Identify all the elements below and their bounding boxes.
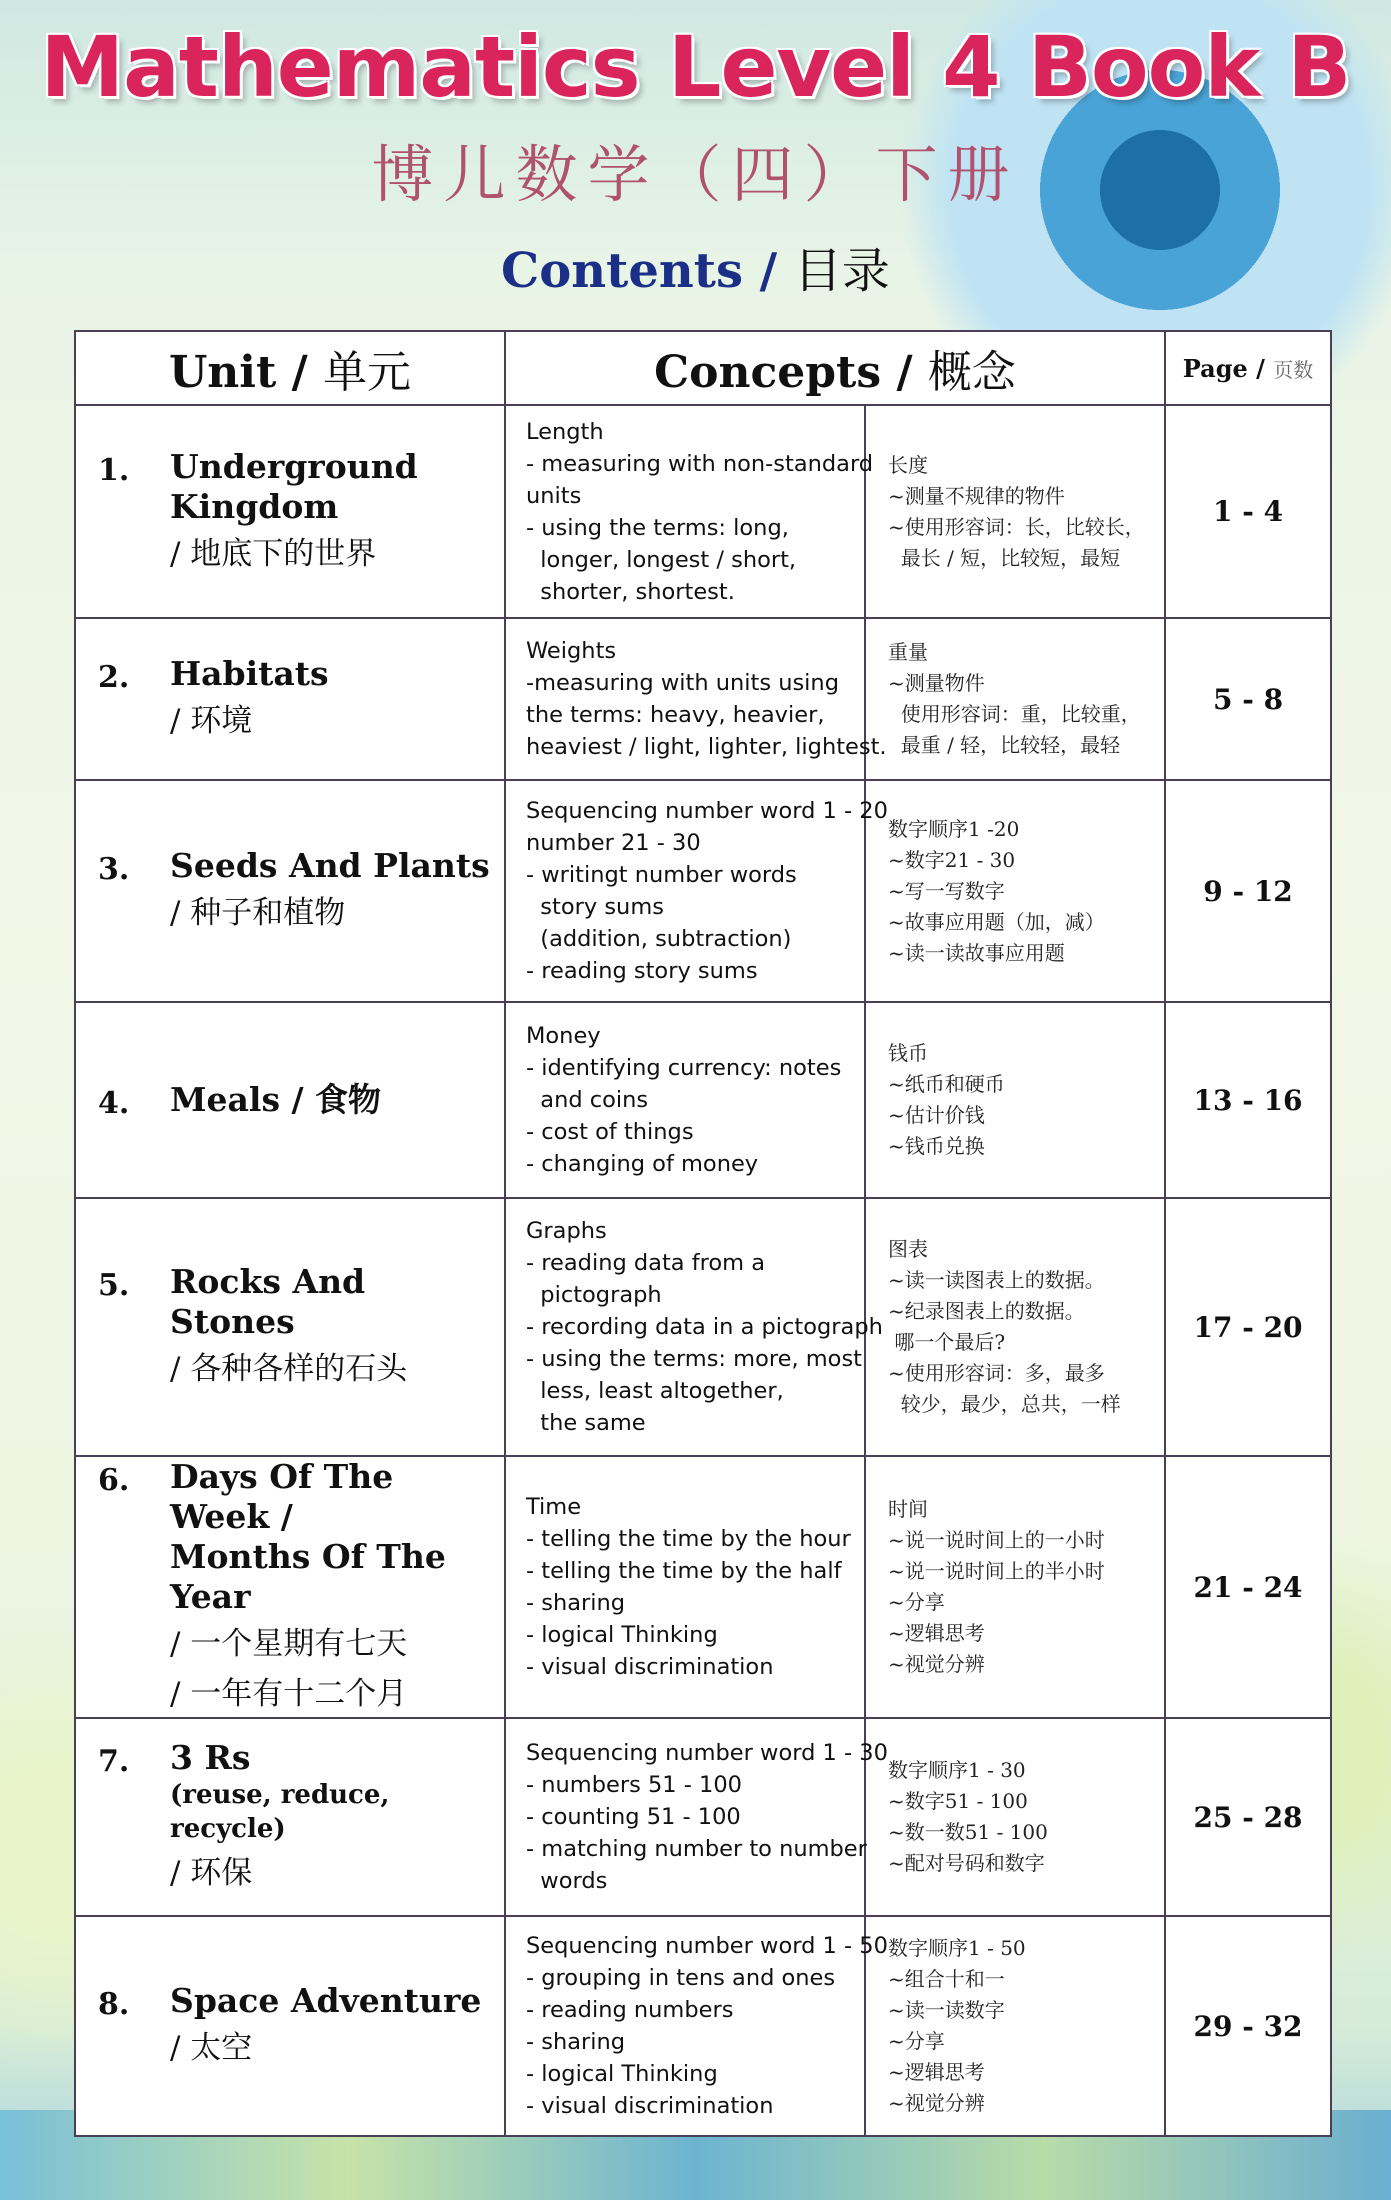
concept-line-cn: 数字顺序1 -20 xyxy=(888,816,1020,841)
concepts-header-en: Concepts xyxy=(654,347,882,398)
concept-line-cn: 较少，最少，总共，一样 xyxy=(888,1392,1121,1416)
concept-line-cn: 重量 xyxy=(888,640,928,664)
page-header-cn: 页数 xyxy=(1273,357,1314,382)
unit-text xyxy=(170,1262,496,1392)
unit-wrap xyxy=(98,654,496,744)
concept-line-cn: 最长 / 短，比较短，最短 xyxy=(888,545,1121,570)
concepts-cn-cell xyxy=(865,1718,1165,1916)
page-range: 21 - 24 xyxy=(1165,1456,1331,1718)
concept-line-cn: ~视觉分辨 xyxy=(888,1652,985,1676)
unit-cell xyxy=(75,1002,505,1198)
concept-line: longer, longest / short, xyxy=(526,546,797,573)
concept-line: - measuring with non-standard xyxy=(526,450,874,477)
unit-title-en: Days Of The Week / xyxy=(170,1457,394,1536)
concept-line-cn: 钱币 xyxy=(888,1041,928,1065)
concepts-cn-cell xyxy=(865,1002,1165,1198)
contents-heading-en: Contents xyxy=(501,243,743,299)
unit-title-en: Months Of The Year xyxy=(170,1537,446,1616)
unit-title-cn: / 环境 xyxy=(170,703,253,739)
concept-line: - grouping in tens and ones xyxy=(526,1965,836,1991)
concept-line-cn: ~使用形容词：长，比较长， xyxy=(888,514,1145,539)
concept-line: - matching number to number xyxy=(526,1836,867,1862)
unit-title-en: Space Adventure xyxy=(170,1981,482,2020)
unit-text xyxy=(170,1457,496,1717)
concepts-cn-cell xyxy=(865,1456,1165,1718)
table-row xyxy=(75,780,1331,1002)
concept-line: - reading data from a xyxy=(526,1250,766,1276)
unit-wrap xyxy=(98,447,496,577)
concept-line: pictograph xyxy=(526,1282,662,1308)
table-header-row xyxy=(75,331,1331,405)
contents-heading xyxy=(0,232,1391,301)
unit-number: 6. xyxy=(98,1463,130,1498)
unit-wrap xyxy=(98,1457,496,1717)
unit-title-cn: / 环保 xyxy=(170,1855,253,1891)
concepts-en-cell xyxy=(505,1456,865,1718)
concept-line: the terms: heavy, heavier, xyxy=(526,702,825,728)
concepts-cn-cell xyxy=(865,1198,1165,1456)
concept-line-cn: ~说一说时间上的半小时 xyxy=(888,1559,1105,1583)
contents-heading-sep: / xyxy=(742,243,794,299)
unit-title-cn: / 一个星期有七天 xyxy=(170,1626,408,1662)
concept-line: - using the terms: long, xyxy=(526,514,789,541)
concept-line: - visual discrimination xyxy=(526,2093,774,2119)
concept-line-cn: ~配对号码和数字 xyxy=(888,1851,1045,1875)
unit-title-cn: / 各种各样的石头 xyxy=(170,1351,408,1387)
unit-cell xyxy=(75,1916,505,2136)
unit-number: 5. xyxy=(98,1268,130,1303)
table-row xyxy=(75,1198,1331,1456)
concept-line-cn: ~分享 xyxy=(888,2029,945,2053)
concept-line-cn: ~故事应用题（加，减） xyxy=(888,909,1105,934)
concept-line: the same xyxy=(526,1410,646,1436)
concepts-cn-cell xyxy=(865,780,1165,1002)
concept-line-cn: ~逻辑思考 xyxy=(888,1621,985,1645)
concept-line-cn: ~写一写数字 xyxy=(888,878,1005,903)
unit-number: 4. xyxy=(98,1085,130,1121)
unit-wrap xyxy=(98,846,496,936)
concept-line-cn: ~分享 xyxy=(888,1590,945,1614)
unit-title-en: Underground xyxy=(170,446,418,486)
concept-line: - visual discrimination xyxy=(526,1654,774,1680)
concepts-header-cn: 概念 xyxy=(927,347,1016,398)
page-range: 17 - 20 xyxy=(1165,1198,1331,1456)
concept-line: Time xyxy=(526,1494,582,1520)
concept-line-cn: ~数一数51 - 100 xyxy=(888,1820,1048,1844)
unit-wrap xyxy=(98,1981,496,2071)
column-header-unit xyxy=(75,331,505,405)
page-range: 25 - 28 xyxy=(1165,1718,1331,1916)
concept-line: less, least altogether, xyxy=(526,1378,784,1404)
unit-text xyxy=(170,846,496,936)
unit-title-en: Rocks And xyxy=(170,1262,366,1301)
concept-line: - writingt number words xyxy=(526,862,797,888)
concept-line-cn: 使用形容词：重，比较重， xyxy=(888,702,1141,726)
unit-cell xyxy=(75,1718,505,1916)
unit-wrap xyxy=(98,1262,496,1392)
concepts-cn-cell xyxy=(865,618,1165,780)
concept-line: - counting 51 - 100 xyxy=(526,1804,741,1830)
unit-number: 7. xyxy=(98,1744,130,1779)
page-header-sep: / xyxy=(1247,353,1274,383)
page-range: 29 - 32 xyxy=(1165,1916,1331,2136)
concept-line: heaviest / light, lighter, lightest. xyxy=(526,734,887,760)
concept-line-cn: ~视觉分辨 xyxy=(888,2091,985,2115)
concept-line: - reading story sums xyxy=(526,958,758,984)
unit-title-en: Seeds And Plants xyxy=(170,846,490,885)
unit-text xyxy=(170,1080,496,1120)
concept-line: Sequencing number word 1 - 50 xyxy=(526,1933,888,1959)
concepts-cn-cell xyxy=(865,1916,1165,2136)
concepts-en-cell xyxy=(505,1916,888,2136)
concept-line: Money xyxy=(526,1023,601,1049)
unit-text xyxy=(170,1738,496,1896)
concepts-en-cell xyxy=(505,405,874,618)
concept-line-cn: 时间 xyxy=(888,1497,928,1521)
concept-line: Length xyxy=(526,418,604,445)
concept-line-cn: ~组合十和一 xyxy=(888,1967,1005,1991)
page-subtitle-chinese: 博儿数学（四）下册 xyxy=(371,138,1020,211)
unit-header-cn: 单元 xyxy=(323,347,412,398)
unit-title-en: Kingdom xyxy=(170,486,339,526)
concept-line-cn: ~估计价钱 xyxy=(888,1103,985,1127)
unit-text xyxy=(170,447,496,577)
unit-wrap xyxy=(98,1738,496,1896)
concept-line: story sums xyxy=(526,894,664,920)
unit-number: 1. xyxy=(98,452,130,488)
concept-line: - cost of things xyxy=(526,1119,694,1145)
concept-line-cn: 图表 xyxy=(888,1237,928,1261)
concept-line: - sharing xyxy=(526,1590,626,1616)
page-range: 13 - 16 xyxy=(1165,1002,1331,1198)
unit-text xyxy=(170,1981,496,2071)
concept-line: Weights xyxy=(526,638,617,664)
concepts-en-cell xyxy=(505,1002,865,1198)
unit-number: 3. xyxy=(98,852,130,887)
page-title: Mathematics Level 4 Book B xyxy=(40,18,1351,116)
column-header-page xyxy=(1165,331,1331,405)
contents-table xyxy=(74,330,1332,2137)
concept-line: words xyxy=(526,1868,608,1894)
concept-line: - logical Thinking xyxy=(526,1622,718,1648)
concept-line-cn: 数字顺序1 - 50 xyxy=(888,1936,1026,1960)
concepts-en-cell xyxy=(505,780,888,1002)
concept-line: - numbers 51 - 100 xyxy=(526,1772,742,1798)
concept-line-cn: ~测量不规律的物件 xyxy=(888,483,1065,508)
concept-line-cn: ~使用形容词：多，最多 xyxy=(888,1361,1105,1385)
concepts-en-cell xyxy=(505,618,887,780)
concept-line-cn: ~数字51 - 100 xyxy=(888,1789,1028,1813)
page-range: 5 - 8 xyxy=(1165,618,1331,780)
unit-cell xyxy=(75,1198,505,1456)
concept-line-cn: ~纪录图表上的数据。 xyxy=(888,1299,1085,1323)
concept-line: Sequencing number word 1 - 20 xyxy=(526,798,888,824)
concept-line-cn: 长度 xyxy=(888,452,928,477)
unit-text xyxy=(170,654,496,744)
unit-title-cn: / 太空 xyxy=(170,2030,253,2066)
unit-title-en: Stones xyxy=(170,1302,295,1341)
concept-line-cn: ~说一说时间上的一小时 xyxy=(888,1528,1105,1552)
contents-heading-cn: 目录 xyxy=(793,243,890,299)
concept-line: units xyxy=(526,482,582,509)
concept-line-cn: ~钱币兑换 xyxy=(888,1134,985,1158)
concept-line-cn: ~测量物件 xyxy=(888,671,985,695)
concept-line-cn: ~读一读故事应用题 xyxy=(888,940,1065,965)
unit-number: 2. xyxy=(98,660,130,695)
table-row xyxy=(75,1916,1331,2136)
unit-title-en: Meals / 食物 xyxy=(170,1079,382,1119)
concept-line-cn: ~纸币和硬币 xyxy=(888,1072,1005,1096)
unit-cell xyxy=(75,1456,505,1718)
concept-line: - logical Thinking xyxy=(526,2061,718,2087)
concept-line-cn: ~读一读图表上的数据。 xyxy=(888,1268,1105,1292)
table-body xyxy=(75,405,1331,2136)
unit-number: 8. xyxy=(98,1987,130,2022)
concept-line: - telling the time by the hour xyxy=(526,1526,851,1552)
concept-line: - reading numbers xyxy=(526,1997,734,2023)
table-row xyxy=(75,1718,1331,1916)
concept-line-cn: 最重 / 轻，比较轻，最轻 xyxy=(888,733,1121,757)
unit-title-en: Habitats xyxy=(170,654,329,693)
concept-line: - using the terms: more, most xyxy=(526,1346,862,1372)
table-row xyxy=(75,405,1331,618)
page-range: 1 - 4 xyxy=(1165,405,1331,618)
concept-line-cn: ~读一读数字 xyxy=(888,1998,1005,2022)
concept-line: and coins xyxy=(526,1087,649,1113)
page-header-en: Page xyxy=(1182,353,1248,383)
concepts-header-sep: / xyxy=(881,347,928,398)
unit-cell xyxy=(75,618,505,780)
concept-line: Graphs xyxy=(526,1218,607,1244)
concept-line: - identifying currency: notes xyxy=(526,1055,842,1081)
table-row xyxy=(75,1456,1331,1718)
concept-line-cn: ~数字21 - 30 xyxy=(888,847,1016,872)
concept-line: shorter, shortest. xyxy=(526,578,735,605)
column-header-concepts xyxy=(505,331,1165,405)
unit-cell xyxy=(75,780,505,1002)
table-row xyxy=(75,618,1331,780)
unit-title-cn: / 种子和植物 xyxy=(170,895,346,931)
unit-title-cn: / 一年有十二个月 xyxy=(170,1676,408,1712)
unit-header-sep: / xyxy=(276,347,324,398)
concepts-en-cell xyxy=(505,1718,888,1916)
unit-header-en: Unit xyxy=(168,347,277,398)
concept-line-cn: 数字顺序1 - 30 xyxy=(888,1758,1026,1782)
concept-line-cn: 哪一个最后? xyxy=(888,1330,1006,1354)
concept-line: - recording data in a pictograph xyxy=(526,1314,883,1340)
unit-title-cn: / 地底下的世界 xyxy=(170,535,377,572)
unit-subtitle: (reuse, reduce, recycle) xyxy=(170,1780,390,1844)
concepts-cn-cell xyxy=(865,405,1165,618)
concept-line: - telling the time by the half xyxy=(526,1558,842,1584)
concept-line: - sharing xyxy=(526,2029,626,2055)
concept-line: number 21 - 30 xyxy=(526,830,701,856)
concept-line: -measuring with units using xyxy=(526,670,839,696)
unit-title-en: 3 Rs xyxy=(170,1738,251,1777)
concept-line-cn: ~逻辑思考 xyxy=(888,2060,985,2084)
unit-wrap xyxy=(98,1080,496,1121)
concept-line: - changing of money xyxy=(526,1151,759,1177)
concepts-en-cell xyxy=(505,1198,883,1456)
concept-line: (addition, subtraction) xyxy=(526,926,792,952)
concept-line: Sequencing number word 1 - 30 xyxy=(526,1740,888,1766)
page-range: 9 - 12 xyxy=(1165,780,1331,1002)
unit-cell xyxy=(75,405,505,618)
table-row xyxy=(75,1002,1331,1198)
